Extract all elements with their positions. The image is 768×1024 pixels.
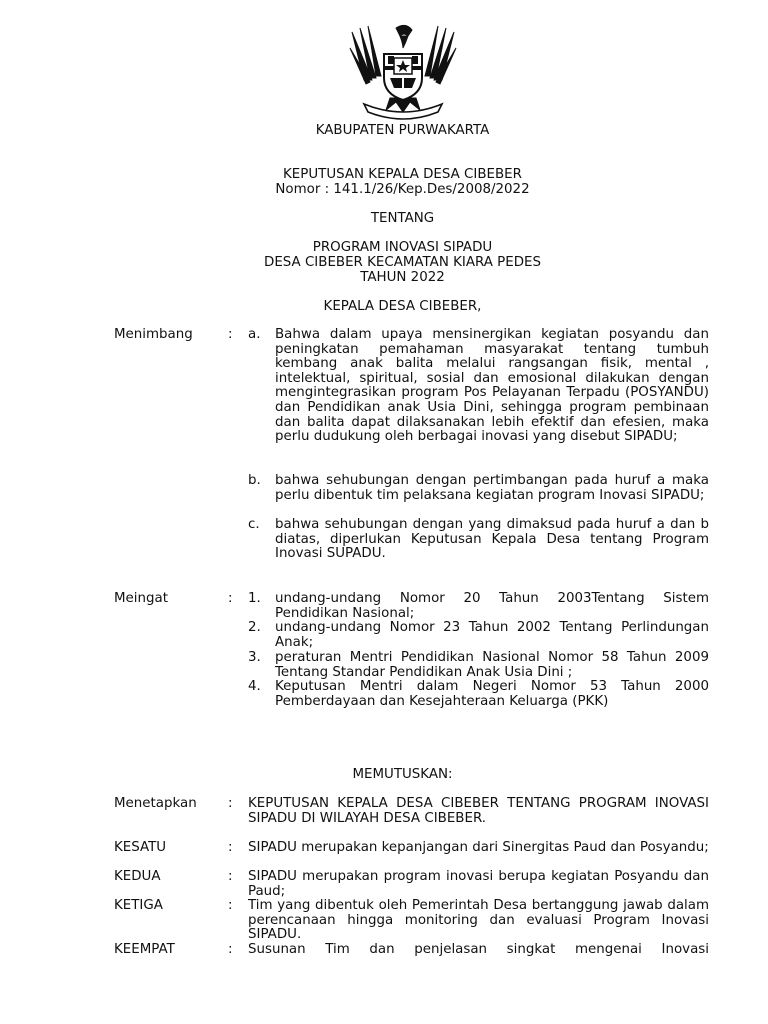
tentang-heading: TENTANG — [370, 211, 435, 226]
mengingat-item-1: undang-undang Nomor 20 Tahun 2003Tentang Sistem Pendidikan Nasional; — [275, 591, 709, 621]
village-head-heading: KEPALA DESA CIBEBER, — [323, 299, 482, 314]
colon: : — [228, 898, 233, 913]
decision-label: KESATU — [114, 840, 167, 855]
decision-label: Menetapkan — [114, 796, 197, 811]
subject-line-2: DESA CIBEBER KECAMATAN KIARA PEDES — [264, 255, 541, 270]
decision-label: KETIGA — [114, 898, 163, 913]
menimbang-item-c: bahwa sehubungan dengan yang dimaksud pada huruf a dan b diatas, diperlukan Keputusan Kepala Desa tentang Program Inovasi SUPADU. — [275, 517, 709, 562]
decree-title: KEPUTUSAN KEPALA DESA CIBEBER — [283, 167, 522, 182]
subject-line-3: TAHUN 2022 — [360, 270, 445, 285]
item-marker: 2. — [248, 620, 261, 635]
garuda-emblem-icon — [346, 22, 460, 120]
decree-number: Nomor : 141.1/26/Kep.Des/2008/2022 — [275, 182, 530, 197]
mengingat-item-4: Keputusan Mentri dalam Negeri Nomor 53 Tahun 2000 Pemberdayaan dan Kesejahteraan Keluarga (PKK) — [275, 679, 709, 709]
mengingat-item-2: undang-undang Nomor 23 Tahun 2002 Tentang Perlindungan Anak; — [275, 620, 709, 650]
menimbang-label: Menimbang — [114, 327, 193, 342]
item-marker: b. — [248, 473, 261, 488]
regency-name: KABUPATEN PURWAKARTA — [315, 123, 490, 138]
item-marker: c. — [248, 517, 260, 532]
decision-label: KEEMPAT — [114, 942, 175, 957]
item-marker: 3. — [248, 650, 261, 665]
item-marker: a. — [248, 327, 261, 342]
mengingat-label: Meingat — [114, 591, 168, 606]
mengingat-item-3: peraturan Mentri Pendidikan Nasional Nomor 58 Tahun 2009 Tentang Standar Pendidikan Anak Usia Dini ; — [275, 650, 709, 680]
colon: : — [228, 591, 233, 606]
memutuskan-heading: MEMUTUSKAN: — [352, 767, 453, 782]
menimbang-item-a: Bahwa dalam upaya mensinergikan kegiatan posyandu dan peningkatan pemahaman masyarakat tentang tumbuh kembang anak balita melalui rangsangan fisik, mental , intelektual, spiritual, sosial dan emosional dilakukan dengan mengintegrasikan program Pos Pelayanan Terpadu (POSYANDU) dan Pendidikan anak Usia Dini, sehingga program pembinaan dan balita dapat dilaksanakan lebih efektif dan efesien, maka perlu dudukung oleh berbagai inovasi yang disebut SIPADU; — [275, 327, 709, 445]
colon: : — [228, 869, 233, 884]
decision-text: KEPUTUSAN KEPALA DESA CIBEBER TENTANG PROGRAM INOVASI SIPADU DI WILAYAH DESA CIBEBER. — [248, 796, 709, 826]
colon: : — [228, 796, 233, 811]
item-marker: 1. — [248, 591, 261, 606]
decision-text: Susunan Tim dan penjelasan singkat mengenai Inovasi — [248, 942, 709, 957]
decision-text: SIPADU merupakan kepanjangan dari Sinergitas Paud dan Posyandu; — [248, 840, 709, 855]
decision-text: Tim yang dibentuk oleh Pemerintah Desa bertanggung jawab dalam perencanaan hingga monitoring dan evaluasi Program Inovasi SIPADU. — [248, 898, 709, 943]
decision-label: KEDUA — [114, 869, 161, 884]
colon: : — [228, 327, 233, 342]
item-marker: 4. — [248, 679, 261, 694]
subject-line-1: PROGRAM INOVASI SIPADU — [312, 240, 493, 255]
menimbang-item-b: bahwa sehubungan dengan pertimbangan pada huruf a maka perlu dibentuk tim pelaksana kegiatan program Inovasi SIPADU; — [275, 473, 709, 503]
colon: : — [228, 840, 233, 855]
decision-text: SIPADU merupakan program inovasi berupa kegiatan Posyandu dan Paud; — [248, 869, 709, 899]
colon: : — [228, 942, 233, 957]
